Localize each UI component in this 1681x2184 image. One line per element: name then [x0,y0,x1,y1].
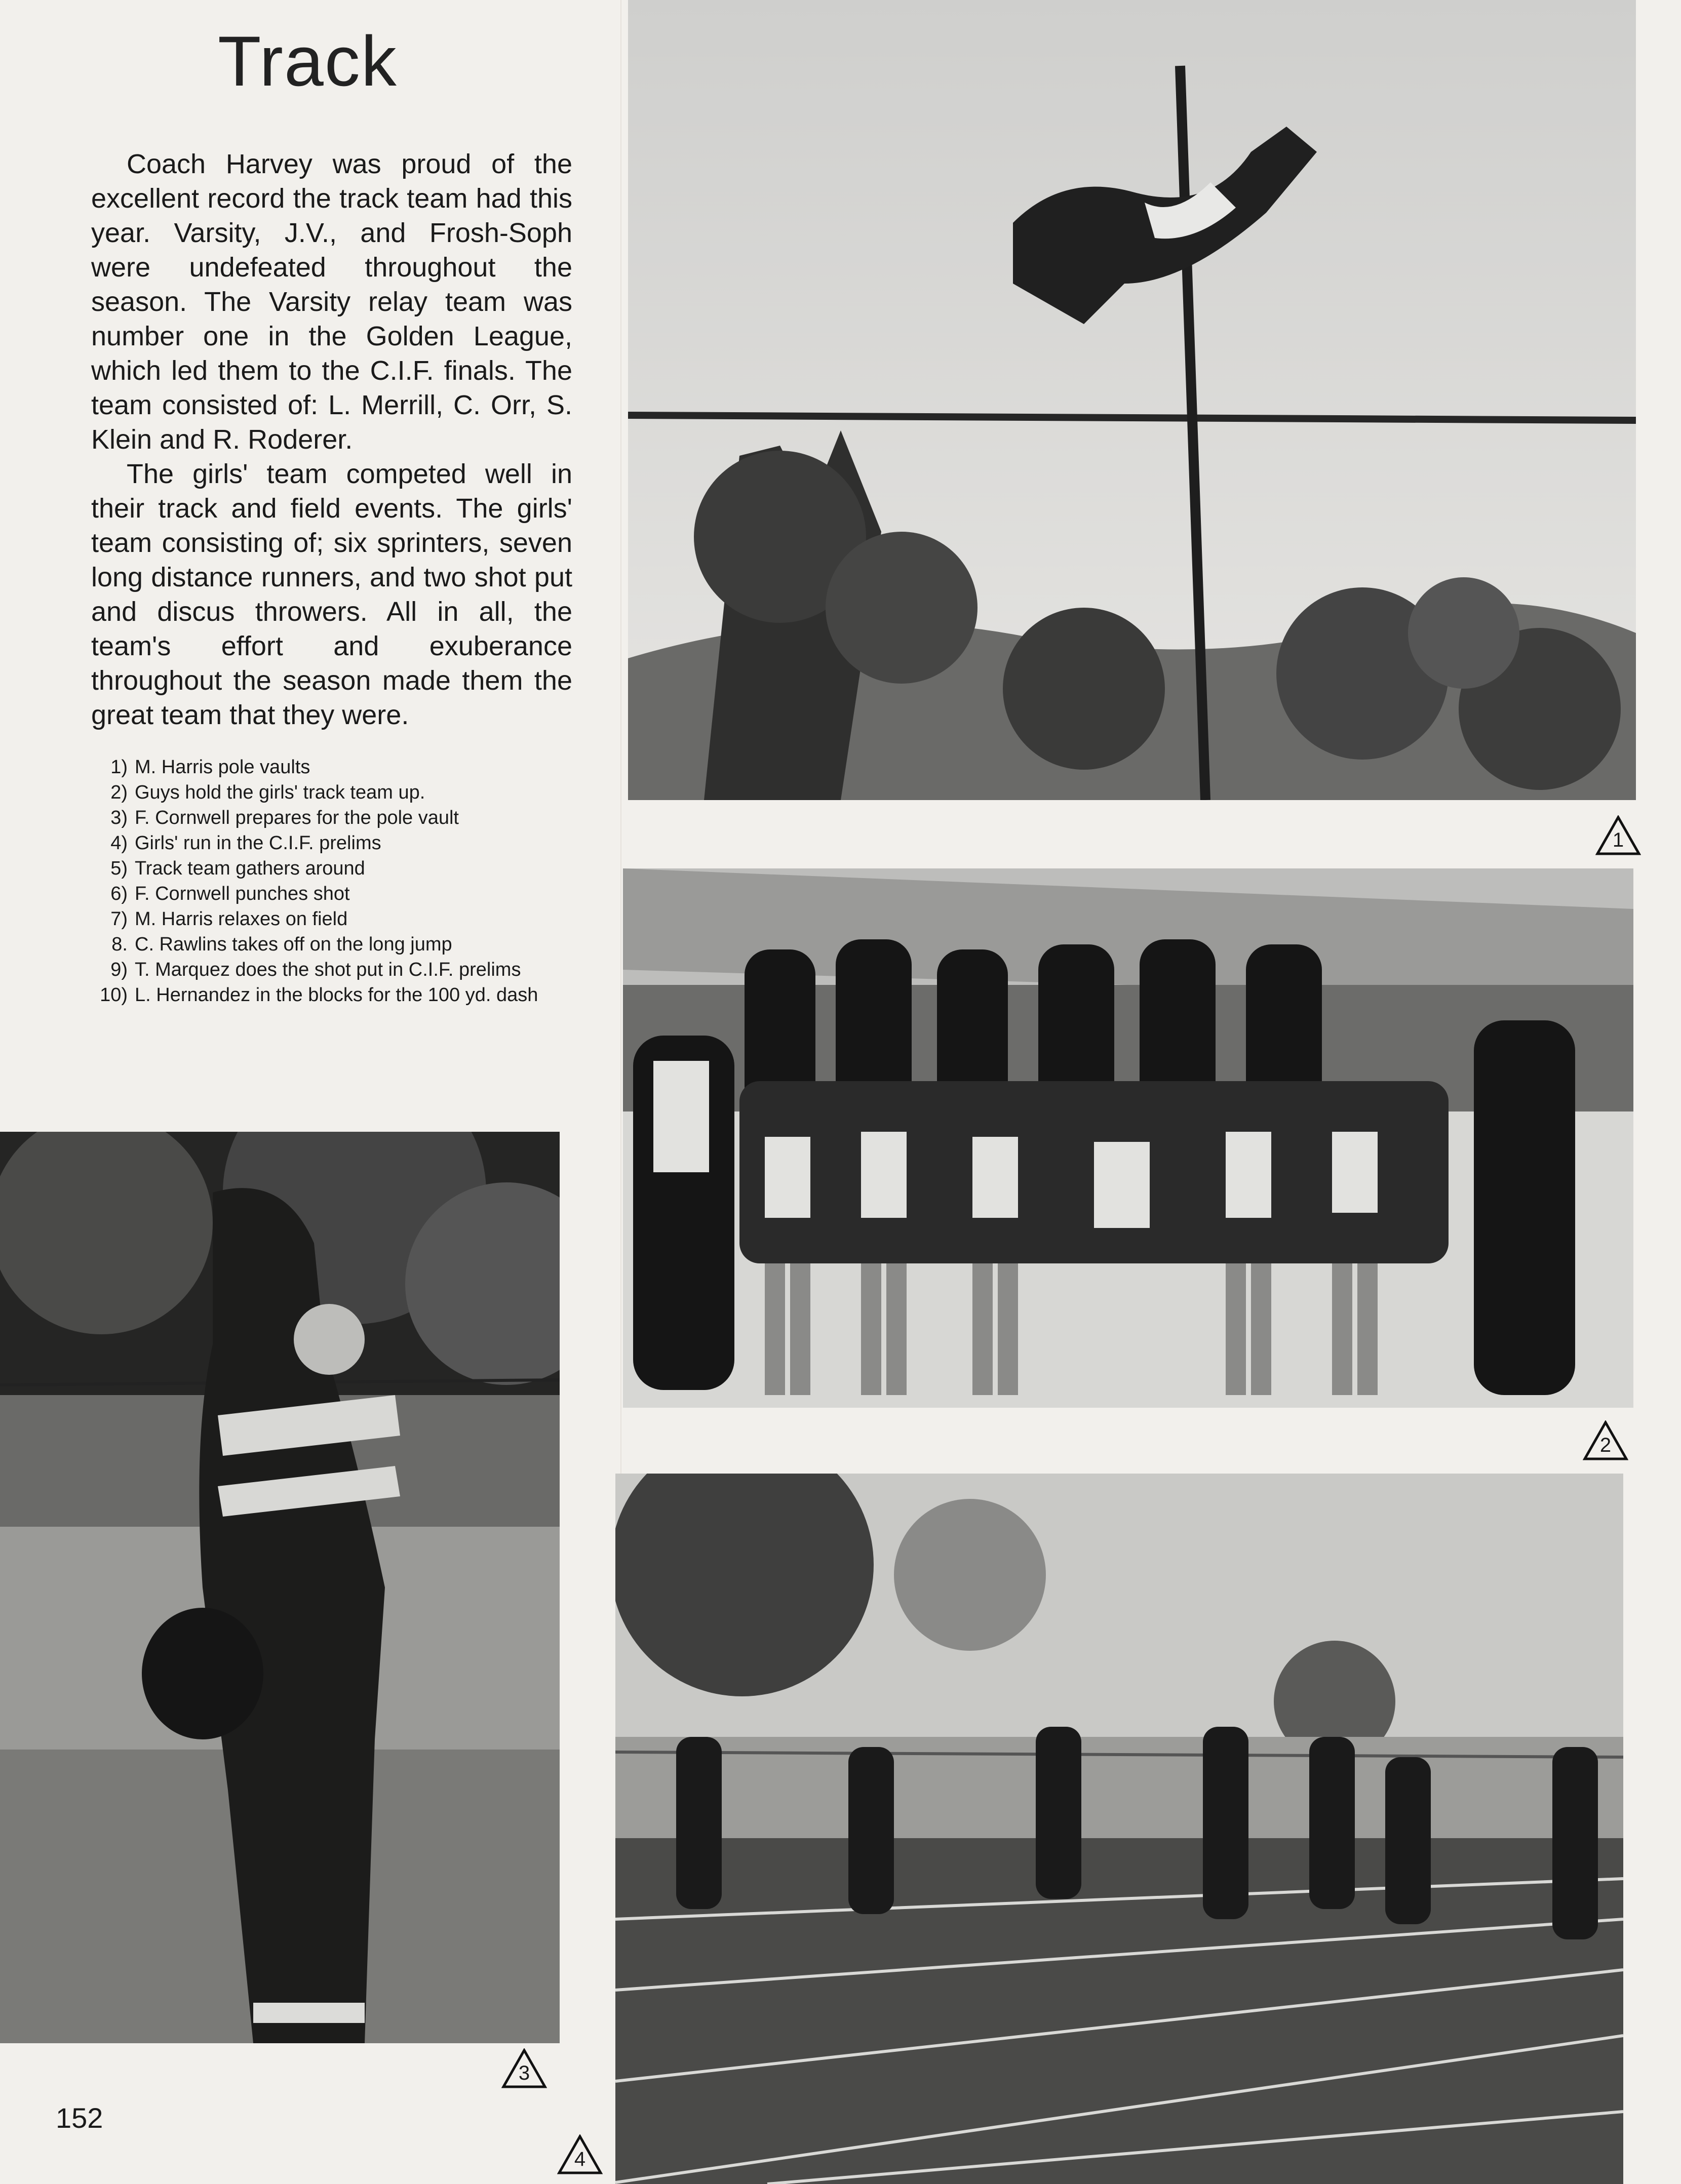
paragraph-2: The girls' team competed well in their track and field events. The girls' team consisting of; six sprinters, seven long distance runners, and two shot put and discus throwers. All in all, the team's effort and exuberance throughout the season made them the great team that they were. [91,459,572,730]
photo-marker-4 [557,2134,603,2175]
caption-number: 9) [110,959,128,980]
caption-item [86,982,572,1008]
caption-text: Guys hold the girls' track team up. [135,782,425,803]
page-number: 152 [56,2102,103,2134]
marker-number: 1 [1612,829,1624,851]
photo-shot-put [0,1132,560,2043]
marker-number: 2 [1599,1434,1612,1456]
photo-team-group [623,868,1633,1408]
caption-text: M. Harris relaxes on field [135,908,348,930]
caption-number: 6) [110,883,128,904]
caption-number: 8. [111,934,128,955]
caption-item [86,906,572,932]
caption-number: 4) [110,832,128,854]
photo-marker-2 [1583,1420,1628,1461]
marker-number: 3 [518,2062,530,2084]
photo-caption-list [86,755,572,1008]
caption-item [86,881,572,906]
caption-item [86,830,572,856]
caption-item [86,755,572,780]
sprint-start-image [615,1474,1623,2184]
caption-text: F. Cornwell prepares for the pole vault [135,807,459,828]
caption-item [86,805,572,830]
caption-number: 7) [110,908,128,930]
team-group-image [623,868,1633,1408]
caption-item [86,957,572,982]
page-title: Track [218,21,398,101]
caption-text: Girls' run in the C.I.F. prelims [135,832,381,854]
caption-text: L. Hernandez in the blocks for the 100 yd. dash [135,984,538,1006]
photo-sprint-start [615,1474,1623,2184]
pole-vault-image [628,0,1636,800]
caption-text: Track team gathers around [135,858,365,879]
caption-number: 2) [110,782,128,803]
article-body [91,147,572,732]
paragraph-1: Coach Harvey was proud of the excellent record the track team had this year. Varsity, J.V., and Frosh-Soph were undefeated throughout the season. The Varsity relay team was number one in the Golden League, which led them to the C.I.F. finals. The team consisted of: L. Merrill, C. Orr, S. Klein and R. Roderer. [91,149,572,455]
caption-text: C. Rawlins takes off on the long jump [135,934,452,955]
caption-text: T. Marquez does the shot put in C.I.F. prelims [135,959,521,980]
caption-text: F. Cornwell punches shot [135,883,350,904]
shot-put-image [0,1132,560,2043]
caption-number: 10) [100,984,128,1006]
photo-marker-3 [501,2048,547,2089]
marker-number: 4 [574,2148,586,2170]
photo-pole-vault [628,0,1636,800]
caption-item [86,780,572,805]
caption-text: M. Harris pole vaults [135,757,310,778]
caption-item [86,932,572,957]
photo-marker-1 [1595,815,1641,856]
caption-number: 1) [110,757,128,778]
caption-number: 3) [110,807,128,828]
caption-number: 5) [110,858,128,879]
caption-item [86,856,572,881]
